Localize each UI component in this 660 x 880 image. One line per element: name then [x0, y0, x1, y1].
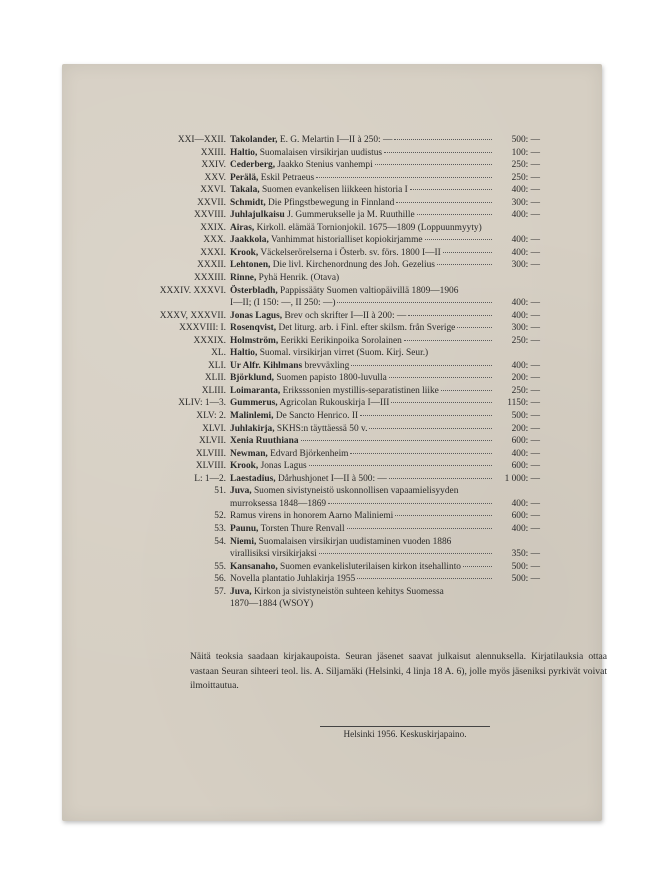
series-number: L: 1—2.: [194, 473, 226, 484]
publication-row: [128, 172, 540, 185]
publication-title: [230, 448, 348, 461]
author-name: Holmström,: [230, 335, 279, 346]
publication-list: [128, 134, 540, 611]
series-number: XXVIII.: [193, 210, 226, 221]
dot-leader: [357, 577, 492, 579]
price: 400: —: [511, 247, 540, 258]
publication-entry: [230, 259, 494, 272]
author-name: Rosenqvist,: [230, 323, 277, 334]
series-number: XXXI.: [200, 247, 226, 258]
publication-row: [128, 561, 540, 574]
publication-title: [230, 485, 458, 498]
dot-leader: [417, 213, 492, 215]
publication-entry: [230, 510, 494, 523]
publication-title: [230, 423, 367, 436]
author-name: Takala,: [230, 185, 260, 196]
publication-row: [128, 209, 540, 222]
publication-title: [230, 523, 345, 536]
price: 500: —: [511, 561, 540, 572]
publication-entry: [230, 485, 494, 498]
publication-entry: [230, 473, 494, 486]
publication-row: [128, 385, 540, 398]
title-text: Edvard Björkenheim: [270, 448, 349, 459]
publication-title: [230, 435, 299, 448]
book-back-cover: [62, 64, 607, 821]
publication-row: [128, 322, 540, 335]
price: 200: —: [511, 423, 540, 434]
publication-row: [128, 410, 540, 423]
publication-title: [230, 234, 423, 247]
title-text: Agricolan Rukouskirja I—III: [279, 398, 390, 409]
publication-row: [128, 272, 540, 285]
series-number: XXX.: [203, 235, 226, 246]
author-name: Rinne,: [230, 273, 257, 284]
publication-row: [128, 259, 540, 272]
author-name: Krook,: [230, 247, 259, 258]
publication-entry: [230, 423, 494, 436]
author-name: Niemi,: [230, 536, 257, 547]
publication-row: [128, 523, 540, 536]
price: 250: —: [511, 172, 540, 183]
publication-entry: [230, 209, 494, 222]
series-number: XLV: 2.: [196, 411, 226, 422]
publication-entry: [230, 435, 494, 448]
series-number: XLII.: [204, 373, 226, 384]
title-text: De Sancto Henrico. II: [275, 411, 359, 422]
publication-title: [230, 460, 307, 473]
series-number: 56.: [214, 574, 226, 585]
ordering-note: Näitä teoksia saadaan kirjakaupoista. Seuran jäsenet saavat julkaisut alennuksella. Kirjatilauksia ottaa vastaan Seuran sihteeri teol. lis. A. Siljamäki (Helsinki, 4 linja 18 A. 6), jolle myös jäseniksi pyrkivät voivat ilmoittautua.: [190, 651, 607, 691]
series-number: XXIV.: [201, 160, 226, 171]
title-text: Suomalaisen virsikirjan uudistus: [259, 147, 383, 158]
author-name: Gummerus,: [230, 398, 278, 409]
author-name: Juhlajulkaisu: [230, 210, 285, 221]
publication-title: [230, 385, 439, 398]
title-text: Brev och skrifter I—II à 200: —: [284, 310, 407, 321]
price: 400: —: [511, 310, 540, 321]
publication-entry: [230, 498, 494, 511]
series-number: XXXII.: [197, 260, 226, 271]
dot-leader: [316, 176, 492, 178]
publication-entry: [230, 134, 494, 147]
dot-leader: [328, 502, 492, 504]
price: 300: —: [511, 323, 540, 334]
printer-imprint: Helsinki 1956. Keskuskirjapaino.: [343, 729, 467, 739]
author-name: Takolander,: [230, 135, 278, 145]
title-text: Die livl. Kirchenordnung des Joh. Gezelius: [272, 260, 435, 271]
author-name: Paunu,: [230, 523, 259, 534]
dot-leader: [389, 376, 492, 378]
title-text: I—II; (I 150: —, II 250: —): [230, 298, 336, 309]
price: 400: —: [511, 448, 540, 459]
dot-leader: [395, 514, 492, 516]
price: 400: —: [511, 360, 540, 371]
publication-title: [230, 247, 441, 260]
publication-title: [230, 586, 444, 599]
title-text: Kirkoll. elämää Tornionjokil. 1675—1809 (Loppuunmyyty): [256, 222, 482, 233]
price: 250: —: [511, 160, 540, 171]
publication-title: [230, 297, 335, 310]
publication-row: [128, 573, 540, 586]
price: 500: —: [511, 135, 540, 145]
series-number: XLI.: [208, 360, 226, 371]
author-name: Haltio,: [230, 147, 258, 158]
series-number: XLVIII.: [195, 461, 226, 472]
publication-row: [128, 510, 540, 523]
publication-row: [128, 184, 540, 197]
publication-entry: [230, 197, 494, 210]
title-text: Suomen evankelisluterilaisen kirkon itsehallinto: [280, 561, 461, 572]
title-text: Pappissääty Suomen valtiopäivillä 1809—1906: [280, 285, 459, 296]
title-text: Eskil Petraeus: [260, 172, 315, 183]
price: 600: —: [511, 511, 540, 522]
series-number: XXXV, XXXVII.: [159, 310, 226, 321]
publication-row: [128, 598, 540, 611]
price: 350: —: [511, 549, 540, 560]
publication-title: [230, 322, 455, 335]
price: 400: —: [511, 210, 540, 221]
publication-row: [128, 586, 540, 599]
publication-row: [128, 285, 540, 298]
dot-leader: [443, 251, 492, 253]
publication-title: [230, 598, 313, 611]
series-number: 55.: [214, 561, 226, 572]
publication-entry: [230, 285, 494, 298]
publication-title: [230, 222, 482, 235]
publication-row: [128, 372, 540, 385]
series-number: XXXIV. XXXVI.: [159, 285, 226, 296]
publication-title: [230, 347, 428, 360]
author-name: Juva,: [230, 586, 252, 597]
title-text: Vanhimmat historialliset kopiokirjamme: [271, 235, 423, 246]
author-name: Newman,: [230, 448, 268, 459]
price: 300: —: [511, 197, 540, 208]
publication-entry: [230, 159, 494, 172]
title-text: J. Gummerukselle ja M. Ruuthille: [287, 210, 415, 221]
author-name: Juhlakirja,: [230, 423, 275, 434]
publication-title: [230, 397, 389, 410]
title-text: Väckelserörelserna i Österb. sv. förs. 1800 I—II: [260, 247, 441, 258]
title-text: Pyhä Henrik. (Otava): [258, 273, 340, 284]
publication-entry: [230, 586, 494, 599]
series-number: 54.: [214, 536, 226, 547]
title-text: virallisiksi virsikirjaksi: [230, 549, 317, 560]
series-number: XXIX.: [200, 222, 226, 233]
price: 400: —: [511, 235, 540, 246]
dot-leader: [351, 364, 492, 366]
series-number: XLVIII.: [195, 448, 226, 459]
title-text: Suomal. virsikirjan virret (Suom. Kirj. Seur.): [259, 348, 429, 359]
title-text: Suomalaisen virsikirjan uudistaminen vuoden 1886: [258, 536, 452, 547]
price: 100: —: [511, 147, 540, 158]
price: 1 000: —: [504, 473, 540, 484]
price: 500: —: [511, 411, 540, 422]
dot-leader: [337, 301, 492, 303]
publication-title: [230, 147, 382, 160]
publication-row: [128, 159, 540, 172]
price: 400: —: [511, 185, 540, 196]
title-text: Eerikki Eerikinpoika Sorolainen: [280, 335, 402, 346]
title-text: 1870—1884 (WSOY): [230, 599, 314, 610]
publication-entry: [230, 360, 494, 373]
dot-leader: [309, 464, 492, 466]
publication-title: [230, 573, 355, 586]
series-number: XXVI.: [200, 185, 226, 196]
publication-entry: [230, 172, 494, 185]
publication-row: [128, 460, 540, 473]
dot-leader: [347, 527, 492, 529]
author-name: Ur Alfr. Kihlmans: [230, 360, 303, 371]
author-name: Schmidt,: [230, 197, 266, 208]
publication-entry: [230, 523, 494, 536]
dot-leader: [375, 163, 492, 165]
dot-leader: [384, 151, 492, 153]
title-text: Ramus virens in honorem Aarno Maliniemi: [230, 511, 394, 522]
price: 600: —: [511, 436, 540, 447]
dot-leader: [404, 339, 492, 341]
dot-leader: [369, 427, 492, 429]
title-text: Die Pfingstbewegung in Finnland: [268, 197, 395, 208]
publication-title: [230, 561, 461, 574]
publication-entry: [230, 536, 494, 549]
publication-entry: [230, 385, 494, 398]
publication-entry: [230, 297, 494, 310]
title-text: Suomen sivistyneistö uskonnollisen vapaamielisyyden: [253, 486, 459, 497]
publication-row: [128, 134, 540, 147]
publication-row: [128, 335, 540, 348]
publication-entry: [230, 598, 494, 611]
price: 400: —: [511, 498, 540, 509]
dot-leader: [396, 201, 492, 203]
author-name: Laestadius,: [230, 473, 276, 484]
series-number: XLIV: 1—3.: [178, 398, 226, 409]
title-text: Jaakko Stenius vanhempi: [277, 160, 373, 171]
series-number: XLVII.: [199, 436, 226, 447]
dot-leader: [410, 188, 492, 190]
title-text: Suomen evankelisen liikkeen historia I: [261, 185, 408, 196]
author-name: Xenia Ruuthiana: [230, 436, 299, 447]
price: 250: —: [511, 385, 540, 396]
series-number: XXXIII.: [193, 273, 226, 284]
author-name: Malinlemi,: [230, 411, 274, 422]
publication-title: [230, 536, 451, 549]
publication-title: [230, 209, 415, 222]
publication-row: [128, 435, 540, 448]
price: 400: —: [511, 298, 540, 309]
publication-title: [230, 159, 373, 172]
publication-row: [128, 297, 540, 310]
publication-title: [230, 473, 387, 486]
publication-title: [230, 172, 314, 185]
publication-entry: [230, 234, 494, 247]
publication-row: [128, 147, 540, 160]
price: 500: —: [511, 574, 540, 585]
dot-leader: [437, 263, 492, 265]
title-text: murroksessa 1848—1869: [230, 498, 327, 509]
publication-title: [230, 184, 408, 197]
author-name: Jaakkola,: [230, 235, 269, 246]
dot-leader: [389, 477, 492, 479]
author-name: Lehtonen,: [230, 260, 271, 271]
publication-title: [230, 510, 393, 523]
series-number: XXXIX.: [193, 335, 226, 346]
publication-row: [128, 536, 540, 549]
publication-row: [128, 473, 540, 486]
dot-leader: [301, 439, 492, 441]
publication-row: [128, 310, 540, 323]
title-text: E. G. Melartin I—II à 250: —: [279, 135, 393, 145]
series-number: XXIII.: [200, 147, 226, 158]
dot-leader: [391, 401, 492, 403]
author-name: Haltio,: [230, 348, 258, 359]
publication-row: [128, 360, 540, 373]
series-number: XL.: [211, 348, 226, 359]
dot-leader: [319, 552, 492, 554]
publication-entry: [230, 573, 494, 586]
series-number: 52.: [214, 511, 226, 522]
publication-title: [230, 259, 435, 272]
publication-title: [230, 372, 387, 385]
dot-leader: [394, 138, 492, 140]
publication-row: [128, 498, 540, 511]
publication-row: [128, 448, 540, 461]
dot-leader: [463, 565, 492, 567]
publication-entry: [230, 184, 494, 197]
publication-entry: [230, 310, 494, 323]
dot-leader: [457, 326, 492, 328]
publication-row: [128, 347, 540, 360]
price: 300: —: [511, 260, 540, 271]
publication-title: [230, 272, 339, 285]
imprint-rule: [320, 726, 490, 727]
title-text: Suomen papisto 1800-luvulla: [276, 373, 387, 384]
publication-entry: [230, 347, 494, 360]
title-text: Eriksssonien mystillis-separatistinen liike: [282, 385, 439, 396]
publication-row: [128, 222, 540, 235]
publication-row: [128, 423, 540, 436]
publication-title: [230, 197, 394, 210]
publication-title: [230, 498, 326, 511]
author-name: Perälä,: [230, 172, 259, 183]
price: 1150: —: [507, 398, 540, 409]
publication-entry: [230, 372, 494, 385]
publication-title: [230, 285, 458, 298]
author-name: Kansanaho,: [230, 561, 278, 572]
publication-entry: [230, 335, 494, 348]
publication-entry: [230, 247, 494, 260]
dot-leader: [350, 452, 492, 454]
price: 250: —: [511, 335, 540, 346]
title-text: Jonas Lagus: [260, 461, 307, 472]
dot-leader: [360, 414, 492, 416]
author-name: Cederberg,: [230, 160, 276, 171]
title-text: Det liturg. arb. i Finl. efter skilsm. från Sverige: [278, 323, 456, 334]
publication-entry: [230, 448, 494, 461]
author-name: Loimaranta,: [230, 385, 281, 396]
publication-entry: [230, 222, 494, 235]
series-number: XXI—XXII.: [177, 135, 226, 145]
author-name: Björklund,: [230, 373, 275, 384]
series-number: 57.: [214, 586, 226, 597]
publication-title: [230, 310, 406, 323]
price: 400: —: [511, 523, 540, 534]
dot-leader: [425, 238, 492, 240]
series-number: 51.: [214, 486, 226, 497]
publication-row: [128, 397, 540, 410]
title-text: Dårhushjonet I—II à 500: —: [277, 473, 387, 484]
publication-row: [128, 485, 540, 498]
publication-entry: [230, 561, 494, 574]
title-text: Torsten Thure Renvall: [260, 523, 345, 534]
publication-title: [230, 360, 349, 373]
author-name: Jonas Lagus,: [230, 310, 283, 321]
publication-entry: [230, 272, 494, 285]
publication-entry: [230, 548, 494, 561]
publication-entry: [230, 322, 494, 335]
publication-entry: [230, 397, 494, 410]
author-name: Krook,: [230, 461, 259, 472]
publication-row: [128, 197, 540, 210]
title-text: SKHS:n täyttäessä 50 v.: [276, 423, 368, 434]
publication-entry: [230, 147, 494, 160]
title-text: Novella plantatio Juhlakirja 1955: [230, 574, 356, 585]
price: 600: —: [511, 461, 540, 472]
title-text: brevväxling: [304, 360, 350, 371]
price: 200: —: [511, 373, 540, 384]
series-number: XLIII.: [201, 385, 226, 396]
publication-title: [230, 410, 358, 423]
series-number: XXXVIII: I.: [179, 323, 226, 334]
publication-row: [128, 247, 540, 260]
series-number: 53.: [214, 523, 226, 534]
dot-leader: [408, 314, 492, 316]
publication-entry: [230, 460, 494, 473]
series-number: XXVII.: [197, 197, 226, 208]
author-name: Juva,: [230, 486, 252, 497]
dot-leader: [441, 389, 492, 391]
publication-title: [230, 335, 402, 348]
author-name: Airas,: [230, 222, 255, 233]
publication-title: [230, 548, 317, 561]
title-text: Kirkon ja sivistyneistön suhteen kehitys Suomessa: [253, 586, 444, 597]
publication-title: [230, 134, 392, 147]
series-number: XLVI.: [202, 423, 226, 434]
series-number: XXV.: [204, 172, 226, 183]
author-name: Österbladh,: [230, 285, 278, 296]
publication-row: [128, 234, 540, 247]
publication-entry: [230, 410, 494, 423]
publication-row: [128, 548, 540, 561]
